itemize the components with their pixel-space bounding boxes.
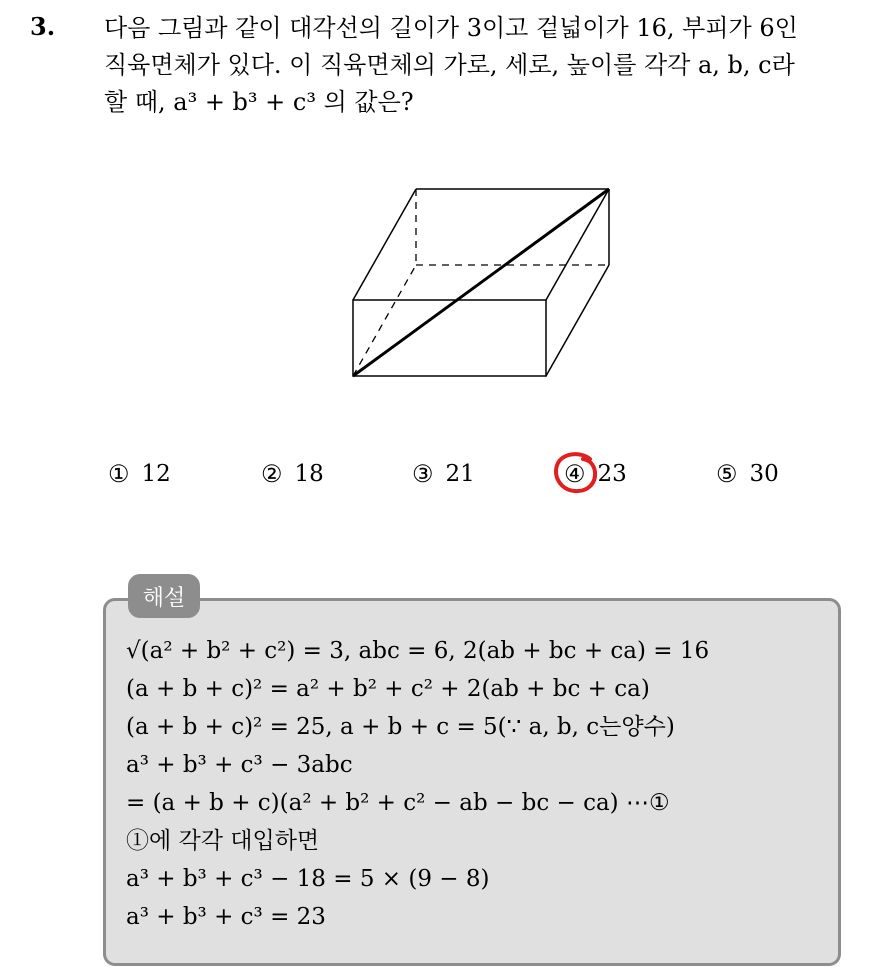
choice-value: 21	[445, 461, 475, 487]
choice-value: 12	[141, 461, 171, 487]
solution-line: a³ + b³ + c³ = 23	[126, 904, 326, 930]
question-line: 할 때, a³ + b³ + c³ 의 값은?	[104, 88, 414, 116]
choice-marker: ②	[261, 460, 283, 488]
solution-line: (a + b + c)² = 25, a + b + c = 5(∵ a, b, c는양수)	[126, 714, 675, 740]
choice-value: 30	[749, 461, 779, 487]
solution-line: (a + b + c)² = a² + b² + c² + 2(ab + bc + ca)	[126, 676, 650, 702]
solution-tab: 해설	[128, 574, 200, 618]
choice-marker: ④	[564, 460, 586, 488]
choice-value: 23	[597, 461, 627, 487]
cuboid-diagonal	[353, 189, 609, 376]
choice-1[interactable]	[108, 460, 171, 488]
choice-3[interactable]	[412, 460, 475, 488]
choice-marker: ③	[412, 460, 434, 488]
answer-choices	[0, 460, 884, 500]
choice-marker: ⑤	[716, 460, 738, 488]
solution-body	[126, 632, 846, 936]
solution-line: = (a + b + c)(a² + b² + c² − ab − bc − ca) ⋯①	[126, 790, 670, 816]
choice-5[interactable]	[716, 460, 779, 488]
choice-value: 18	[294, 461, 324, 487]
solution-line: ①에 각각 대입하면	[126, 828, 320, 854]
question-line: 직육면체가 있다. 이 직육면체의 가로, 세로, 높이를 각각 a, b, c라	[104, 51, 795, 79]
choice-2[interactable]	[261, 460, 324, 488]
solution-line: √(a² + b² + c²) = 3, abc = 6, 2(ab + bc + ca) = 16	[126, 638, 710, 664]
choice-marker: ①	[108, 460, 130, 488]
selected-answer-mark	[552, 450, 600, 496]
solution-line: a³ + b³ + c³ − 3abc	[126, 752, 353, 778]
question-number: 3.	[30, 12, 56, 41]
solution-line: a³ + b³ + c³ − 18 = 5 × (9 − 8)	[126, 866, 490, 892]
question-line: 다음 그림과 같이 대각선의 길이가 3이고 겉넓이가 16, 부피가 6인	[104, 14, 798, 42]
